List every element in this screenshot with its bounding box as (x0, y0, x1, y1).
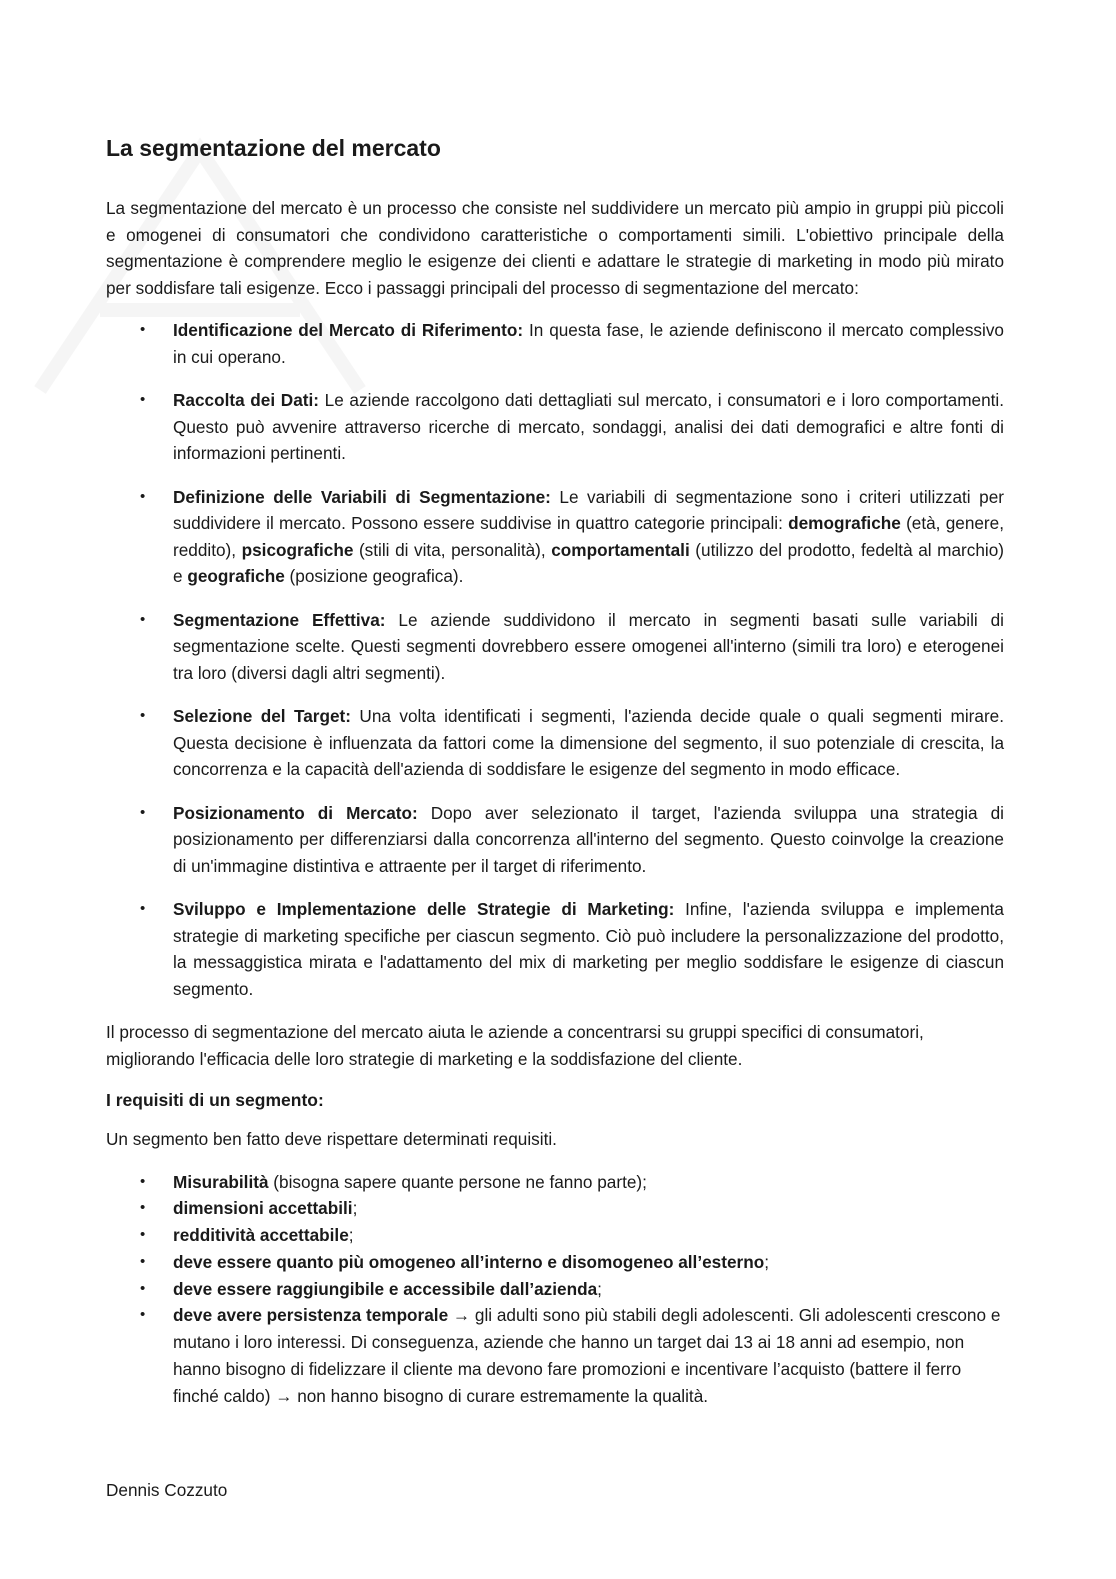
step-text: (utilizzo del prodotto, fedeltà al marchio) e (173, 539, 1005, 586)
step-text: Una volta identificati i segmenti, l'azienda decide quale o quali segmenti mirare. Questa decisione è influenzata da fattori come la dimensione del segmento, il suo potenziale di crescita, la concorrenza e la capacità dell'azienda di soddisfare le esigenze del segmento in modo efficace. (173, 706, 1005, 779)
requirements-intro: Un segmento ben fatto deve rispettare determinati requisiti. (106, 1129, 557, 1149)
step-term: Posizionamento di Mercato: (173, 802, 418, 823)
requirement-text: → gli adulti sono più stabili degli adolescenti. Gli adolescenti crescono e mutano i loro interessi. Di conseguenza, aziende che hanno un target dai 13 ai 18 anni ad esempio, non hanno bisogno di fidelizzare il cliente ma devono fare promozioni e incentivare l’acquisto (battere il ferro finché caldo) → non hanno bisogno di curare estremamente la qualità. (173, 1305, 1001, 1406)
keyword-demografiche: demografiche (788, 513, 901, 533)
list-item (106, 896, 1004, 1002)
step-text: Le aziende raccolgono dati dettagliati sul mercato, i consumatori e i loro comportamenti. Questo può avvenire attraverso ricerche di mercato, sondaggi, analisi dei dati demografici e altre fonti di informazioni pertinenti. (173, 390, 1004, 463)
requirement-term: redditività accettabile (173, 1225, 349, 1246)
bullet-icon: • (140, 803, 146, 821)
bullet-icon: • (140, 1199, 146, 1217)
requirement-text: (bisogna sapere quante persone ne fanno parte); (268, 1171, 647, 1192)
requirements-list (106, 1169, 1004, 1410)
step-text: Le aziende suddividono il mercato in segmenti basati sulle variabili di segmentazione scelte. Questi segmenti dovrebbero essere omogenei all'interno (simili tra loro) e eterogenei tra loro (diversi dagli altri segmenti). (173, 609, 1004, 683)
step-text: (stili di vita, personalità), (353, 539, 552, 560)
list-item (106, 484, 1004, 590)
keyword-psicografiche: psicografiche (241, 539, 354, 560)
step-text: (età, genere, reddito), (173, 513, 1004, 560)
list-item (106, 1249, 1004, 1276)
step-term: Definizione delle Variabili di Segmentazione: (173, 486, 551, 507)
closing-paragraph: Il processo di segmentazione del mercato aiuta le aziende a concentrarsi su gruppi specifici di consumatori, migliorando l'efficacia delle loro strategie di marketing e la soddisfazione del cliente. (106, 1022, 924, 1069)
requirement-term: deve essere raggiungibile e accessibile dall’azienda (173, 1278, 598, 1299)
requirement-text: ; (764, 1251, 769, 1272)
step-term: Selezione del Target: (173, 706, 351, 726)
step-text: (posizione geografica). (284, 566, 464, 586)
bullet-icon: • (140, 391, 146, 408)
bullet-icon: • (140, 1252, 146, 1270)
requirement-term: deve avere persistenza temporale (173, 1305, 449, 1326)
requirement-text: ; (352, 1198, 358, 1219)
requirement-text: ; (348, 1225, 354, 1246)
keyword-comportamentali: comportamentali (551, 539, 690, 560)
bullet-icon: • (140, 707, 146, 724)
requirement-term: dimensioni accettabili (173, 1198, 353, 1219)
author-footer: Dennis Cozzuto (106, 1480, 228, 1500)
step-text: Le variabili di segmentazione sono i criteri utilizzati per suddividere il mercato. Possono essere suddivise in quattro categorie principali: (173, 486, 1004, 533)
list-item (106, 317, 1004, 370)
page-title: La segmentazione del mercato (106, 135, 441, 161)
intro-paragraph: La segmentazione del mercato è un processo che consiste nel suddividere un mercato più ampio in gruppi più piccoli e omogenei di consumatori che condividono caratteristiche o comportamenti simili. L'obiettivo principale della segmentazione è comprendere meglio le esigenze dei clienti e adattare le strategie di marketing in modo più mirato per soddisfare tali esigenze. Ecco i passaggi principali del processo di segmentazione del mercato: (106, 198, 1004, 298)
step-term: Segmentazione Effettiva: (173, 609, 386, 630)
list-item (106, 1195, 1004, 1222)
list-item (106, 1302, 1004, 1409)
list-item (106, 1276, 1004, 1303)
step-term: Identificazione del Mercato di Riferimento: (173, 320, 524, 340)
document-page (106, 132, 1004, 1410)
bullet-icon: • (140, 900, 146, 917)
requirement-text: ; (597, 1278, 602, 1299)
requirement-term: deve essere quanto più omogeneo all’interno e disomogeneo all’esterno (173, 1251, 765, 1272)
bullet-icon: • (140, 610, 146, 628)
requirement-term: Misurabilità (173, 1171, 269, 1192)
list-item (106, 1222, 1004, 1249)
bullet-icon: • (140, 487, 146, 505)
list-item (106, 607, 1004, 687)
bullet-icon: • (140, 1279, 146, 1297)
process-steps-list (106, 317, 1004, 1002)
bullet-icon: • (140, 1226, 146, 1244)
requirements-heading: I requisiti di un segmento: (106, 1090, 324, 1110)
list-item (106, 387, 1004, 467)
step-text: Infine, l'azienda sviluppa e implementa strategie di marketing specifiche per ciascun segmento. Ciò può includere la personalizzazione del prodotto, la messaggistica mirata e l'adattamento del mix di marketing per meglio soddisfare le esigenze di ciascun segmento. (173, 899, 1004, 999)
bullet-icon: • (140, 1172, 146, 1190)
bullet-icon: • (140, 1306, 146, 1324)
step-term: Raccolta dei Dati: (173, 390, 319, 410)
list-item (106, 800, 1004, 880)
list-item (106, 1169, 1004, 1196)
step-text: In questa fase, le aziende definiscono il mercato complessivo in cui operano. (173, 320, 1004, 367)
step-term: Sviluppo e Implementazione delle Strategie di Marketing: (173, 899, 675, 919)
step-text: Dopo aver selezionato il target, l'azienda sviluppa una strategia di posizionamento per differenziarsi dalla concorrenza all'interno del segmento. Questo coinvolge la creazione di un'immagine distintiva e attraente per il target di riferimento. (173, 802, 1004, 876)
list-item (106, 703, 1004, 783)
keyword-geografiche: geografiche (187, 566, 285, 586)
bullet-icon: • (140, 321, 146, 338)
